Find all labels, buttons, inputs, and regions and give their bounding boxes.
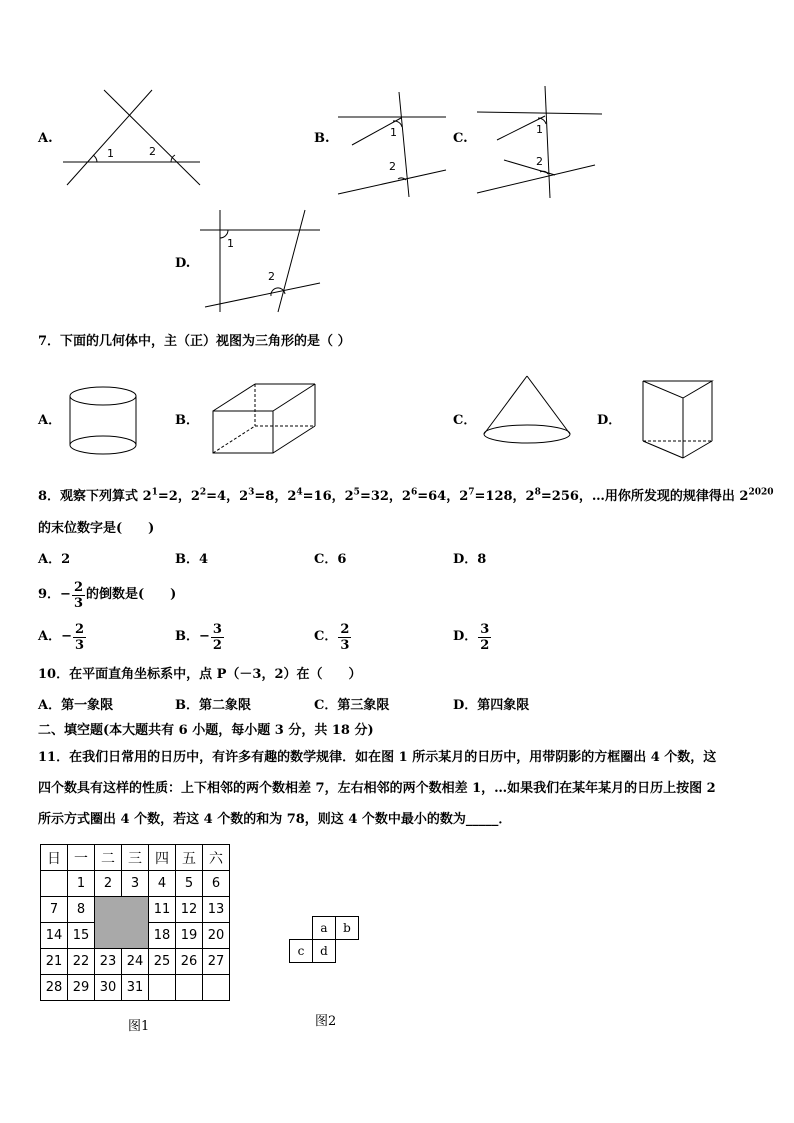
calendar-day: 1 <box>68 871 95 897</box>
calendar-day: 6 <box>203 871 230 897</box>
q9-numerator: 2 <box>73 579 83 595</box>
q6-option-a-label: A. <box>38 131 53 146</box>
q8-exp: 6 <box>410 487 418 498</box>
q11-line1: 11．在我们日常用的日历中，有许多有趣的数学规律．如在图 1 所示某月的日历中，用带阴影的方框圈出 4 个数，这 <box>38 750 717 765</box>
q6b-angle-2: 2 <box>389 160 396 173</box>
calendar-day: 23 <box>95 949 122 975</box>
weekday-header: 六 <box>203 845 230 871</box>
q10-option-a: A．第一象限 <box>38 698 114 713</box>
q9-opt-a-frac <box>73 622 86 653</box>
q10-option-b: B．第二象限 <box>175 698 251 713</box>
fig2-cell-b: b <box>335 916 359 940</box>
calendar-figure-1 <box>40 844 230 1001</box>
q9-option-c <box>314 620 352 654</box>
q8-val: =8，2 <box>254 489 297 504</box>
q9-opt-c-num: 2 <box>340 621 350 637</box>
calendar-day <box>176 975 203 1001</box>
q8-val: =2，2 <box>157 489 200 504</box>
calendar-day: 4 <box>149 871 176 897</box>
calendar-day: 27 <box>203 949 230 975</box>
section-heading: 二、填空题(本大题共有 6 小题，每小题 3 分，共 18 分) <box>38 723 374 738</box>
calendar-day: 11 <box>149 897 176 923</box>
q6d-angle-2: 2 <box>268 270 275 283</box>
q9-question <box>38 578 176 612</box>
q8-exp: 8 <box>534 487 541 498</box>
triangular-prism-figure <box>0 0 794 470</box>
calendar-day: 12 <box>176 897 203 923</box>
q10-option-c: C．第三象限 <box>314 698 390 713</box>
q7-option-d-label: D． <box>597 413 622 428</box>
calendar-day: 31 <box>122 975 149 1001</box>
q6a-angle-1: 1 <box>107 147 114 160</box>
calendar-week-row <box>41 975 230 1001</box>
q9-opt-b-num: 3 <box>212 621 222 637</box>
calendar-day <box>149 975 176 1001</box>
q6b-angle-1: 1 <box>390 126 397 139</box>
calendar-day: 28 <box>41 975 68 1001</box>
weekday-header: 二 <box>95 845 122 871</box>
q9-opt-a-den: 3 <box>75 637 85 653</box>
calendar-day: 8 <box>68 897 95 923</box>
q7-option-c-label: C． <box>453 413 477 428</box>
q9-denominator: 3 <box>73 595 83 611</box>
q9-opt-a-label: A． <box>38 629 62 644</box>
fig2-cell-d: d <box>312 939 336 963</box>
q9-opt-b-den: 2 <box>212 637 222 653</box>
calendar-day: 24 <box>122 949 149 975</box>
q6-option-c-label: C. <box>453 131 468 146</box>
q8-question-line2: 的末位数字是( ) <box>38 521 155 536</box>
figure-2 <box>288 916 358 964</box>
q6a-angle-2: 2 <box>149 145 156 158</box>
q7-option-b-label: B． <box>175 413 199 428</box>
q7-option-a-label: A． <box>38 413 62 428</box>
calendar-day: 21 <box>41 949 68 975</box>
calendar-day: 26 <box>176 949 203 975</box>
calendar-day: 7 <box>41 897 68 923</box>
q7-question-text: 7．下面的几何体中，主（正）视图为三角形的是（ ） <box>38 334 351 349</box>
weekday-header: 日 <box>41 845 68 871</box>
calendar-day <box>41 871 68 897</box>
q9-suffix: 的倒数是( ) <box>86 587 177 602</box>
calendar-day: 18 <box>149 923 176 949</box>
q9-neg-sign: − <box>60 587 71 602</box>
q9-opt-d-den: 2 <box>480 637 490 653</box>
q11-line3: 所示方式圈出 4 个数，若这 4 个数的和为 78，则这 4 个数中最小的数为_____． <box>38 812 512 827</box>
q8-option-d: D．8 <box>453 552 487 567</box>
q8-val: =4，2 <box>206 489 249 504</box>
q9-opt-b-frac <box>211 622 224 653</box>
calendar-day: 30 <box>95 975 122 1001</box>
calendar-day: 5 <box>176 871 203 897</box>
q8-exp: 7 <box>468 487 475 498</box>
q8-exp: 5 <box>353 487 360 498</box>
calendar-day: 13 <box>203 897 230 923</box>
q9-option-d <box>453 620 492 654</box>
q11-line2: 四个数具有这样的性质：上下相邻的两个数相差 7，左右相邻的两个数相差 1，…如果我们在某年某月的日历上按图 2 <box>38 781 716 796</box>
q9-prefix: 9． <box>38 587 61 602</box>
weekday-header: 五 <box>176 845 203 871</box>
q9-fraction <box>72 580 85 611</box>
q8-exp: 1 <box>151 487 158 498</box>
calendar-day: 19 <box>176 923 203 949</box>
q8-exp: 4 <box>296 487 303 498</box>
q6-option-b-label: B. <box>314 131 330 146</box>
q8-final-exp: 2020 <box>748 487 774 498</box>
q10-option-d: D．第四象限 <box>453 698 530 713</box>
q8-question-line1 <box>38 488 774 506</box>
q9-opt-b-label: B． <box>175 629 199 644</box>
q8-option-a: A．2 <box>38 552 71 567</box>
q6c-angle-2: 2 <box>536 155 543 168</box>
figure-1-caption: 图1 <box>128 1019 150 1034</box>
q8-val: =16，2 <box>302 489 354 504</box>
q6-option-d-label: D. <box>175 256 191 271</box>
calendar-week-row <box>41 871 230 897</box>
calendar-day: 22 <box>68 949 95 975</box>
calendar-day: 2 <box>95 871 122 897</box>
q9-opt-c-den: 3 <box>340 637 350 653</box>
q9-opt-d-label: D． <box>453 629 478 644</box>
q6d-angle-1: 1 <box>227 237 234 250</box>
shaded-selection-box <box>95 897 149 949</box>
q9-opt-c-frac <box>338 622 351 653</box>
calendar-header-row <box>41 845 230 871</box>
q9-opt-d-frac <box>478 622 491 653</box>
q9-option-b <box>175 620 225 654</box>
weekday-header: 一 <box>68 845 95 871</box>
calendar-day: 3 <box>122 871 149 897</box>
q8-val: =256，…用你所发现的规律得出 2 <box>540 489 749 504</box>
q8-exp: 3 <box>248 487 255 498</box>
fig2-cell-c: c <box>289 939 313 963</box>
calendar-day <box>203 975 230 1001</box>
q6c-angle-1: 1 <box>536 123 543 136</box>
calendar-day: 25 <box>149 949 176 975</box>
q9-opt-a-sign: − <box>61 629 72 644</box>
q8-option-c: C．6 <box>314 552 347 567</box>
calendar-day: 20 <box>203 923 230 949</box>
q9-opt-a-num: 2 <box>75 621 85 637</box>
fig2-cell-a: a <box>312 916 336 940</box>
q9-opt-c-label: C． <box>314 629 338 644</box>
calendar-week-row <box>41 897 230 923</box>
calendar-day: 15 <box>68 923 95 949</box>
q8-val: =128，2 <box>474 489 535 504</box>
calendar-day: 29 <box>68 975 95 1001</box>
q9-option-a <box>38 620 87 654</box>
figure-2-caption: 图2 <box>315 1014 337 1029</box>
q8-option-b: B．4 <box>175 552 209 567</box>
q8-prefix: 8．观察下列算式 2 <box>38 489 152 504</box>
q8-exp: 2 <box>199 487 207 498</box>
q10-question-text: 10．在平面直角坐标系中，点 P（－3，2）在（ ） <box>38 667 362 682</box>
weekday-header: 四 <box>149 845 176 871</box>
calendar-day: 14 <box>41 923 68 949</box>
q8-val: =32，2 <box>359 489 411 504</box>
q8-val: =64，2 <box>417 489 469 504</box>
q9-opt-b-sign: − <box>199 629 210 644</box>
calendar-week-row <box>41 949 230 975</box>
weekday-header: 三 <box>122 845 149 871</box>
q9-opt-d-num: 3 <box>480 621 490 637</box>
